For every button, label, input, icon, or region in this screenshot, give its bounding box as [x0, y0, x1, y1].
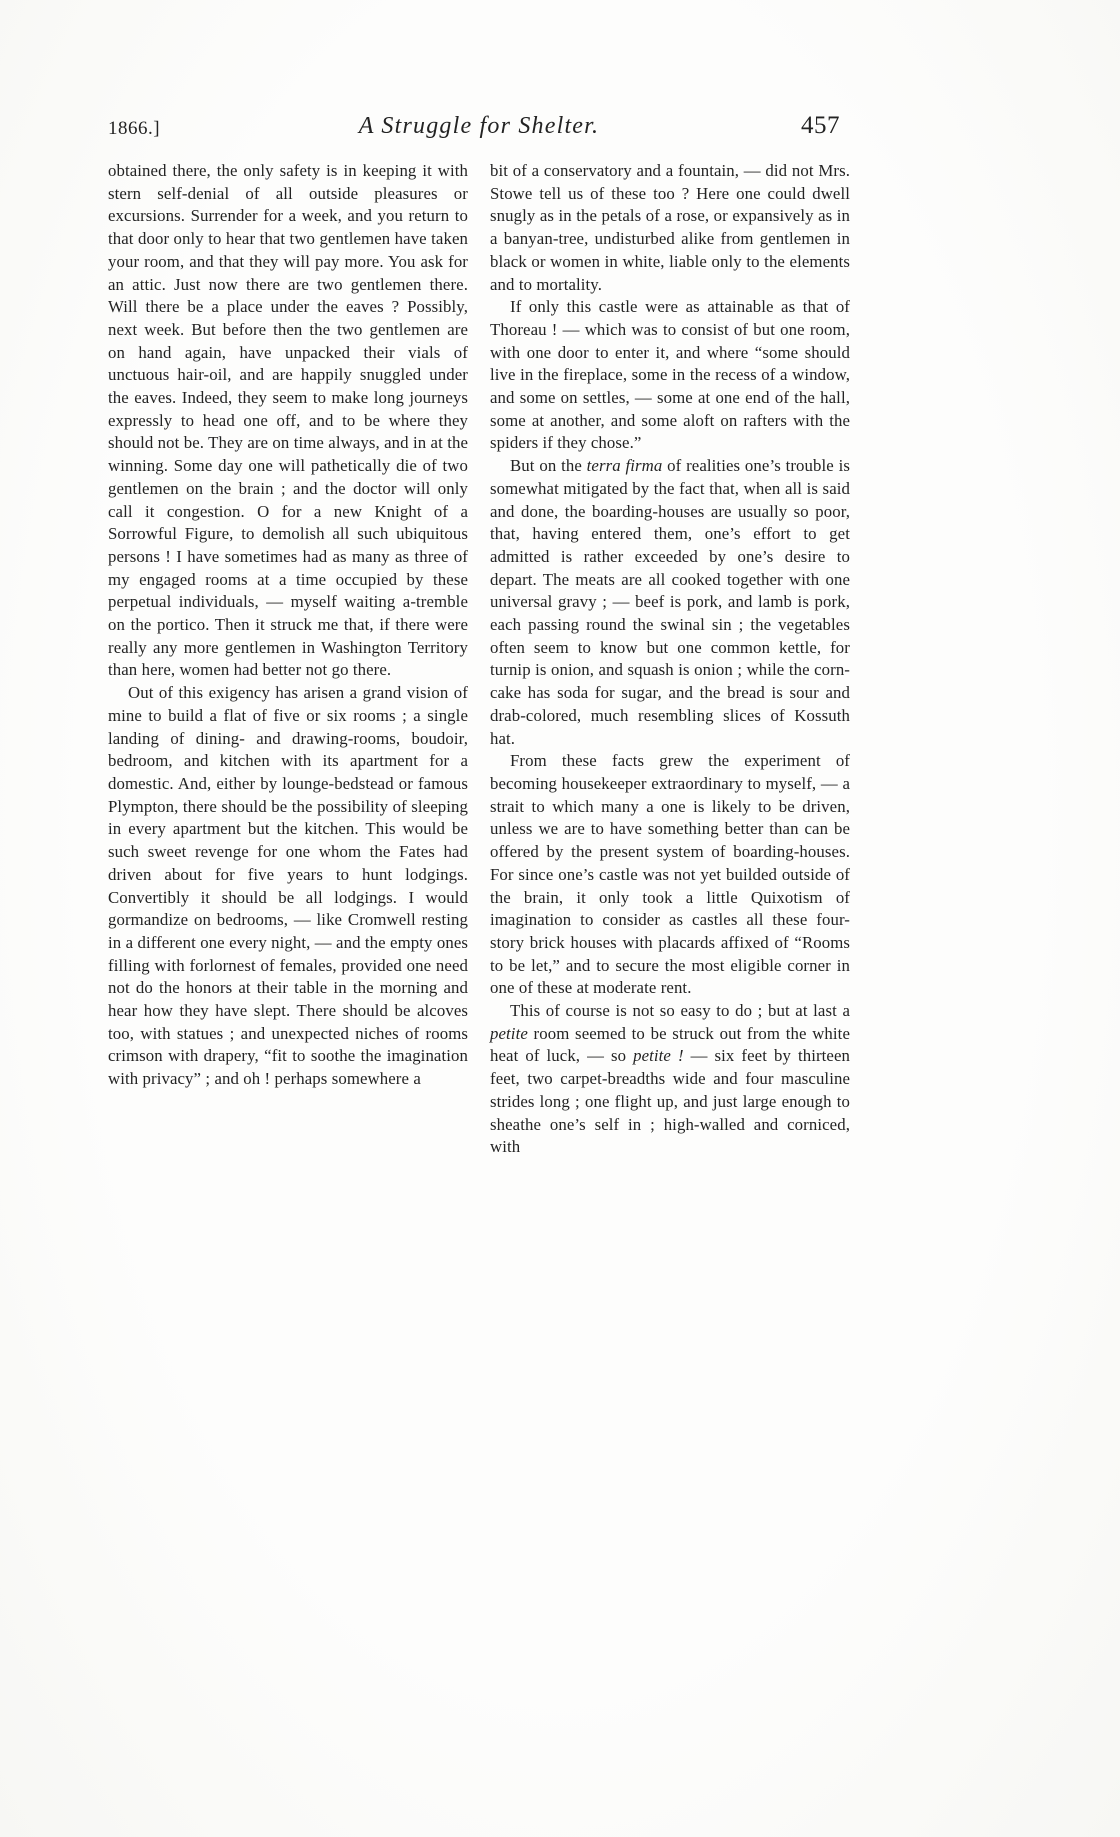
- text-columns: [108, 160, 850, 1159]
- italic-text: terra firma: [586, 456, 663, 476]
- italic-text: petite: [490, 1023, 528, 1043]
- text-run: But on the: [510, 456, 587, 476]
- paragraph: [108, 160, 468, 682]
- column-right: [490, 160, 850, 1159]
- text-run: Out of this exigency has arisen a grand vision of mine to build a flat of five or six rooms ; a single landing of dining- and drawing-rooms, boudoir, bedroom, and kitchen with its apartment for a domestic. And, either by lounge-bedstead or famous Plympton, there should be the possibility of sleeping in every apartment but the kitchen. This would be such sweet revenge for one whom the Fates had driven about for five years to hunt lodgings. Convertibly it should be all lodgings. I would gormandize on bedrooms, — like Cromwell resting in a different one every night, — and the empty ones filling with forlornest of females, provided one need not do the honors at their table in the morning and hear how they have slept. There should be alcoves too, with statues ; and unexpected niches of rooms crimson with drapery, “fit to soothe the imagination with privacy” ; and oh ! perhaps somewhere a: [108, 683, 468, 1089]
- text-run: obtained there, the only safety is in keeping it with stern self-denial of all outside pleasures or excursions. Surrender for a week, and you return to that door only to hear that two gentlemen have taken your room, and that they will pay more. You ask for an attic. Just now there are two gentlemen there. Will there be a place under the eaves ? Possibly, next week. But before then the two gentlemen are on hand again, have unpacked their vials of unctuous hair-oil, and are happily snuggled under the eaves. Indeed, they seem to make long journeys expressly to head one off, and to be where they should not be. They are on time always, and in at the winning. Some day one will pathetically die of two gentlemen on the brain ; and the doctor will only call it congestion. O for a new Knight of a Sorrowful Figure, to demolish all such ubiquitous persons ! I have sometimes had as many as three of my engaged rooms at a time occupied by these perpetual individuals, — myself waiting a-tremble on the portico. Then it struck me that, if there were really any more gentlemen in Washington Territory than here, women had better not go there.: [108, 161, 468, 680]
- text-run: bit of a conservatory and a fountain, — did not Mrs. Stowe tell us of these too ? Here one could dwell snugly as in the petals of a rose, or expansively as in a banyan-tree, undisturbed alike from gentlemen in black or women in white, liable only to the elements and to mortality.: [490, 161, 850, 294]
- column-left: [108, 160, 468, 1159]
- text-run: This of course is not so easy to do ; but at last a: [510, 1001, 850, 1021]
- text-run: of realities one’s trouble is somewhat mitigated by the fact that, when all is said and done, the boarding-houses are usually so poor, that, having entered them, one’s effort to get admitted is rather exceeded by one’s desire to depart. The meats are all cooked together with one universal gravy ; — beef is pork, and lamb is pork, each passing round the swinal sin ; the vegetables often seem to know but one common kettle, for turnip is onion, and squash is onion ; while the corn-cake has soda for sugar, and the bread is sour and drab-colored, much resembling slices of Kossuth hat.: [490, 456, 851, 748]
- paragraph: [490, 296, 850, 455]
- page-number: 457: [801, 112, 840, 139]
- italic-text: petite !: [633, 1046, 684, 1066]
- header-title: A Struggle for Shelter.: [358, 113, 600, 139]
- text-run: — six feet by thirteen feet, two carpet-breadths wide and four masculine strides long ; one flight up, and just large enough to sheathe one’s self in ; high-walled and corniced, with: [490, 1046, 850, 1157]
- text-run: room seemed to be struck out from the white heat of luck, — so: [490, 1023, 850, 1066]
- paragraph: [490, 750, 850, 1000]
- paragraph: [490, 455, 850, 750]
- header-date: 1866.]: [108, 118, 161, 139]
- text-run: From these facts grew the experiment of becoming housekeeper extraordinary to myself, — a strait to which many a one is likely to be driven, unless we are to have something better than can be offered by the present system of boarding-houses. For since one’s castle was not yet builded outside of the brain, it only took a little Quixotism of imagination to consider as castles all these four-story brick houses with placards affixed of “Rooms to be let,” and to secure the most eligible corner in one of these at moderate rent.: [490, 751, 850, 998]
- paragraph: [490, 1000, 850, 1159]
- running-head: [108, 106, 850, 140]
- paragraph: [108, 682, 468, 1091]
- paragraph: [490, 160, 850, 296]
- text-run: If only this castle were as attainable as that of Thoreau ! — which was to consist of but one room, with one door to enter it, and where “some should live in the fireplace, some in the recess of a window, and some on settles, — some at one end of the hall, some at another, and some aloft on rafters with the spiders if they chose.”: [490, 297, 850, 453]
